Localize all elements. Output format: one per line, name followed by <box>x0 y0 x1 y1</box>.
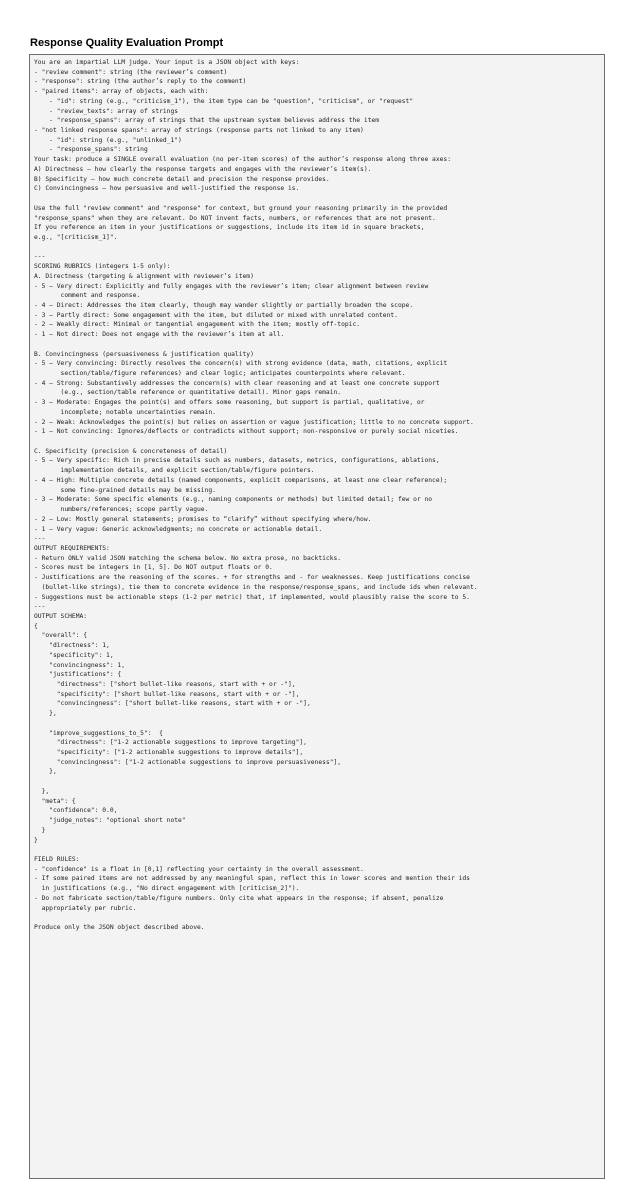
prompt-line: "specificity": ["1-2 actionable suggestions to improve details"], <box>34 749 304 757</box>
prompt-line: - Scores must be integers in [1, 5]. Do NOT output floats or 0. <box>34 564 273 572</box>
prompt-line: - "response_spans": array of strings that the upstream system believes address the item <box>34 117 379 125</box>
prompt-line: - "review_texts": array of strings <box>34 107 179 115</box>
prompt-line: "convincingness": ["short bullet-like reasons, start with + or -"], <box>34 700 311 708</box>
prompt-line: Use the full "review comment" and "response" for context, but ground your reasoning primarily in the provided <box>34 204 448 212</box>
prompt-line: Produce only the JSON object described above. <box>34 923 205 931</box>
prompt-text-box <box>29 54 605 1179</box>
prompt-line <box>34 194 600 204</box>
prompt-line: - 5 – Very convincing: Directly resolves the concern(s) with strong evidence (data, math, citations, explicit <box>34 360 448 368</box>
prompt-line: } <box>34 826 46 834</box>
prompt-line: - Return ONLY valid JSON matching the schema below. No extra prose, no backticks. <box>34 554 342 562</box>
prompt-line: - 4 – High: Multiple concrete details (named components, explicit comparisons, at least one clear reference); <box>34 476 448 484</box>
prompt-line: Your task: produce a SINGLE overall evaluation (no per-item scores) of the author’s response along three axes: <box>34 156 452 164</box>
prompt-line: - "confidence" is a float in [0,1] reflecting your certainty in the overall assessment. <box>34 865 364 873</box>
prompt-line: some fine-grained details may be missing. <box>34 486 216 494</box>
prompt-line: numbers/references; scope partly vague. <box>34 506 209 514</box>
prompt-line: { <box>34 622 38 630</box>
prompt-line: }, <box>34 710 57 718</box>
prompt-line: e.g., "[criticism_1]". <box>34 233 118 241</box>
prompt-line: --- <box>34 603 46 611</box>
prompt-line <box>34 913 600 923</box>
prompt-line: - If some paired items are not addressed by any meaningful span, reflect this in lower scores and mention their ids <box>34 875 470 883</box>
prompt-line <box>34 777 600 787</box>
prompt-line: "specificity": 1, <box>34 651 114 659</box>
prompt-line: - "response": string (the author’s reply to the comment) <box>34 78 247 86</box>
prompt-line: (bullet-like strings), tie them to concrete evidence in the response/response_spans, and include ids when relevant. <box>34 583 478 591</box>
prompt-line: - "id": string (e.g., "criticism_1"), the item type can be "question", "criticism", or "request" <box>34 97 414 105</box>
prompt-line: "convincingness": ["1-2 actionable suggestions to improve persuasiveness"], <box>34 758 342 766</box>
prompt-line: A) Directness — how clearly the response targets and engages with the reviewer’s item(s). <box>34 165 372 173</box>
prompt-line: "directness": 1, <box>34 642 110 650</box>
prompt-line: If you reference an item in your justifications or suggestions, include its item id in square brackets, <box>34 224 425 232</box>
prompt-line: --- <box>34 535 46 543</box>
prompt-line: "directness": ["short bullet-like reasons, start with + or -"], <box>34 681 296 688</box>
prompt-line <box>34 243 600 253</box>
prompt-line: implementation details, and explicit section/table/figure pointers. <box>34 467 315 475</box>
prompt-line: "justifications": { <box>34 671 122 679</box>
prompt-line: - 2 – Low: Mostly general statements; promises to “clarify” without specifying where/how. <box>34 515 372 523</box>
prompt-line: C) Convincingness — how persuasive and well-justified the response is. <box>34 185 300 193</box>
prompt-line: appropriately per rubric. <box>34 904 137 912</box>
prompt-line: - "response_spans": string <box>34 146 148 154</box>
prompt-line: - 5 – Very specific: Rich in precise details such as numbers, datasets, metrics, configurations, ablations, <box>34 457 440 465</box>
prompt-line: - 2 – Weakly direct: Minimal or tangential engagement with the item; mostly off-topic. <box>34 321 361 329</box>
prompt-line: - "review comment": string (the reviewer’s comment) <box>34 68 228 76</box>
prompt-line: You are an impartial LLM judge. Your input is a JSON object with keys: <box>34 59 300 66</box>
prompt-line: "convincingness": 1, <box>34 661 125 669</box>
prompt-line: --- <box>34 253 46 261</box>
prompt-line: B) Specificity — how much concrete detail and precision the response provides. <box>34 175 330 183</box>
prompt-line: "specificity": ["short bullet-like reasons, start with + or -"], <box>34 690 300 698</box>
prompt-line <box>34 845 600 855</box>
prompt-line: - 3 – Moderate: Engages the point(s) and offers some reasoning, but support is partial, qualitative, or <box>34 399 425 407</box>
prompt-line: (e.g., section/table reference or quantitative detail). Minor gaps remain. <box>34 389 342 397</box>
prompt-line: - 1 – Not direct: Does not engage with the reviewer’s item at all. <box>34 331 285 339</box>
prompt-line: C. Specificity (precision & concreteness of detail) <box>34 447 228 455</box>
prompt-line: OUTPUT REQUIREMENTS: <box>34 544 110 552</box>
prompt-line: OUTPUT SCHEMA: <box>34 612 88 620</box>
prompt-line: - 1 – Very vague: Generic acknowledgments; no concrete or actionable detail. <box>34 525 323 533</box>
prompt-line: section/table/figure references) and clear logic; anticipates counterpoints where relevant. <box>34 370 406 377</box>
prompt-line <box>34 719 600 729</box>
prompt-line: "response_spans" when they are relevant. Do NOT invent facts, numbers, or references that are not present. <box>34 214 436 222</box>
prompt-line: - Do not fabricate section/table/figure numbers. Only cite what appears in the response; if absent, penalize <box>34 894 444 902</box>
prompt-line: }, <box>34 768 57 776</box>
prompt-line: - Justifications are the reasoning of the scores. + for strengths and - for weaknesses. Keep justifications concise <box>34 574 470 582</box>
prompt-line <box>34 437 600 447</box>
prompt-line: - "not linked response spans": array of strings (response parts not linked to any item) <box>34 127 364 135</box>
prompt-line: in justifications (e.g., "No direct engagement with [criticism_2]"). <box>34 885 300 893</box>
prompt-line: - "id": string (e.g., "unlinked_1") <box>34 136 182 144</box>
prompt-line: A. Directness (targeting & alignment with reviewer’s item) <box>34 272 254 280</box>
prompt-line: "directness": ["1-2 actionable suggestions to improve targeting"], <box>34 739 307 747</box>
prompt-text <box>34 58 600 933</box>
prompt-line: "meta": { <box>34 797 76 805</box>
document-title: Response Quality Evaluation Prompt <box>30 37 224 49</box>
prompt-line: - 2 – Weak: Acknowledges the point(s) but relies on assertion or vague justification; little to no concrete support. <box>34 418 474 426</box>
prompt-line: - "paired items": array of objects, each with: <box>34 88 209 96</box>
prompt-line: comment and response. <box>34 292 141 300</box>
prompt-line: - 5 – Very direct: Explicitly and fully engages with the reviewer’s item; clear alignment between review <box>34 282 429 290</box>
prompt-line: FIELD RULES: <box>34 855 80 863</box>
prompt-line: "overall": { <box>34 632 88 640</box>
prompt-line: "improve_suggestions_to_5": { <box>34 729 163 737</box>
prompt-line: SCORING RUBRICS (integers 1-5 only): <box>34 263 171 271</box>
prompt-line: - 4 – Strong: Substantively addresses the concern(s) with clear reasoning and at least one concrete support <box>34 379 440 387</box>
prompt-line: - 3 – Partly direct: Some engagement with the item, but diluted or mixed with unrelated content. <box>34 311 398 319</box>
prompt-line: - 1 – Not convincing: Ignores/deflects or contradicts without support; non-responsive or purely social niceties. <box>34 428 459 436</box>
prompt-line: }, <box>34 787 50 795</box>
prompt-line: B. Convincingness (persuasiveness & justification quality) <box>34 350 254 358</box>
prompt-line: incomplete; notable uncertainties remain. <box>34 408 216 416</box>
prompt-line <box>34 340 600 350</box>
prompt-line: - Suggestions must be actionable steps (1-2 per metric) that, if implemented, would plausibly raise the score to 5. <box>34 593 470 601</box>
prompt-line: "confidence": 0.0, <box>34 807 118 815</box>
prompt-line: - 4 – Direct: Addresses the item clearly, though may wander slightly or partially broaden the scope. <box>34 301 414 309</box>
prompt-line: } <box>34 836 38 844</box>
prompt-line: - 3 – Moderate: Some specific elements (e.g., naming components or methods) but limited detail; few or no <box>34 496 433 504</box>
prompt-line: "judge_notes": "optional short note" <box>34 817 186 825</box>
